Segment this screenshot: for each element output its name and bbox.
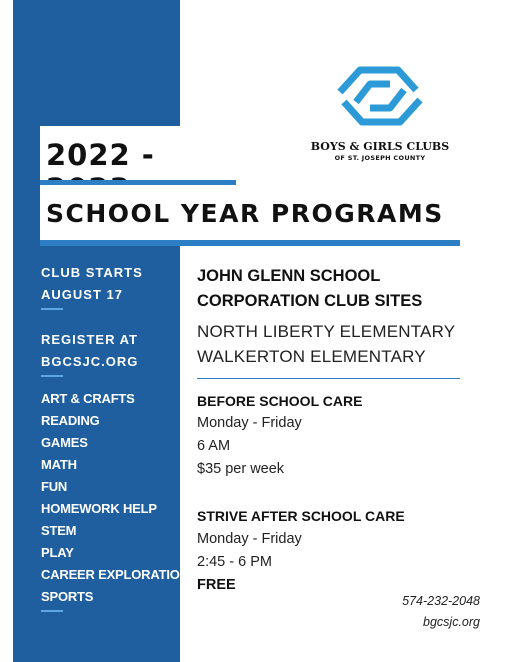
logo-name: BOYS & GIRLS CLUBS <box>310 140 450 153</box>
site-north-liberty: NORTH LIBERTY ELEMENTARY <box>197 322 456 341</box>
activity-item: GAMES <box>41 435 88 450</box>
contact-phone: 574-232-2048 <box>402 594 480 608</box>
site-walkerton: WALKERTON ELEMENTARY <box>197 347 426 366</box>
after-care-title: STRIVE AFTER SCHOOL CARE <box>197 508 405 524</box>
after-care-days: Monday - Friday <box>197 531 302 547</box>
after-care-price: FREE <box>197 577 236 593</box>
activity-item: READING <box>41 413 100 428</box>
sites-heading-line2: CORPORATION CLUB SITES <box>197 292 423 310</box>
boys-girls-clubs-hands-icon <box>330 62 430 130</box>
logo-subtitle: OF ST. JOSEPH COUNTY <box>334 154 426 162</box>
programs-label-box <box>40 185 460 241</box>
sidebar-panel <box>13 0 180 662</box>
logo-text <box>300 140 460 162</box>
contact-website: bgcsjc.org <box>423 615 480 629</box>
programs-title: SCHOOL YEAR PROGRAMS <box>46 199 444 228</box>
programs-underline <box>40 240 460 246</box>
section-divider <box>197 378 460 379</box>
before-care-time: 6 AM <box>197 438 231 454</box>
activity-item: SPORTS <box>41 589 94 604</box>
activity-item: PLAY <box>41 545 74 560</box>
year-title: 2022 - <box>46 138 155 172</box>
divider <box>41 610 63 612</box>
activity-item: MATH <box>41 457 77 472</box>
register-label: REGISTER AT <box>41 332 138 347</box>
divider <box>41 308 63 310</box>
activity-item: STEM <box>41 523 77 538</box>
before-care-days: Monday - Friday <box>197 415 302 431</box>
register-site: BGCSJC.ORG <box>41 354 139 369</box>
after-care-time: 2:45 - 6 PM <box>197 554 272 570</box>
activity-item: CAREER EXPLORATION <box>41 567 189 582</box>
club-starts-label: CLUB STARTS <box>41 265 143 280</box>
divider <box>41 375 63 377</box>
activity-item: FUN <box>41 479 68 494</box>
club-start-date: AUGUST 17 <box>41 287 123 302</box>
sites-heading-line1: JOHN GLENN SCHOOL <box>197 267 381 285</box>
year-label-box <box>40 126 236 182</box>
activity-item: ART & CRAFTS <box>41 391 135 406</box>
before-care-title: BEFORE SCHOOL CARE <box>197 393 363 409</box>
before-care-price: $35 per week <box>197 461 285 477</box>
activity-item: HOMEWORK HELP <box>41 501 157 516</box>
